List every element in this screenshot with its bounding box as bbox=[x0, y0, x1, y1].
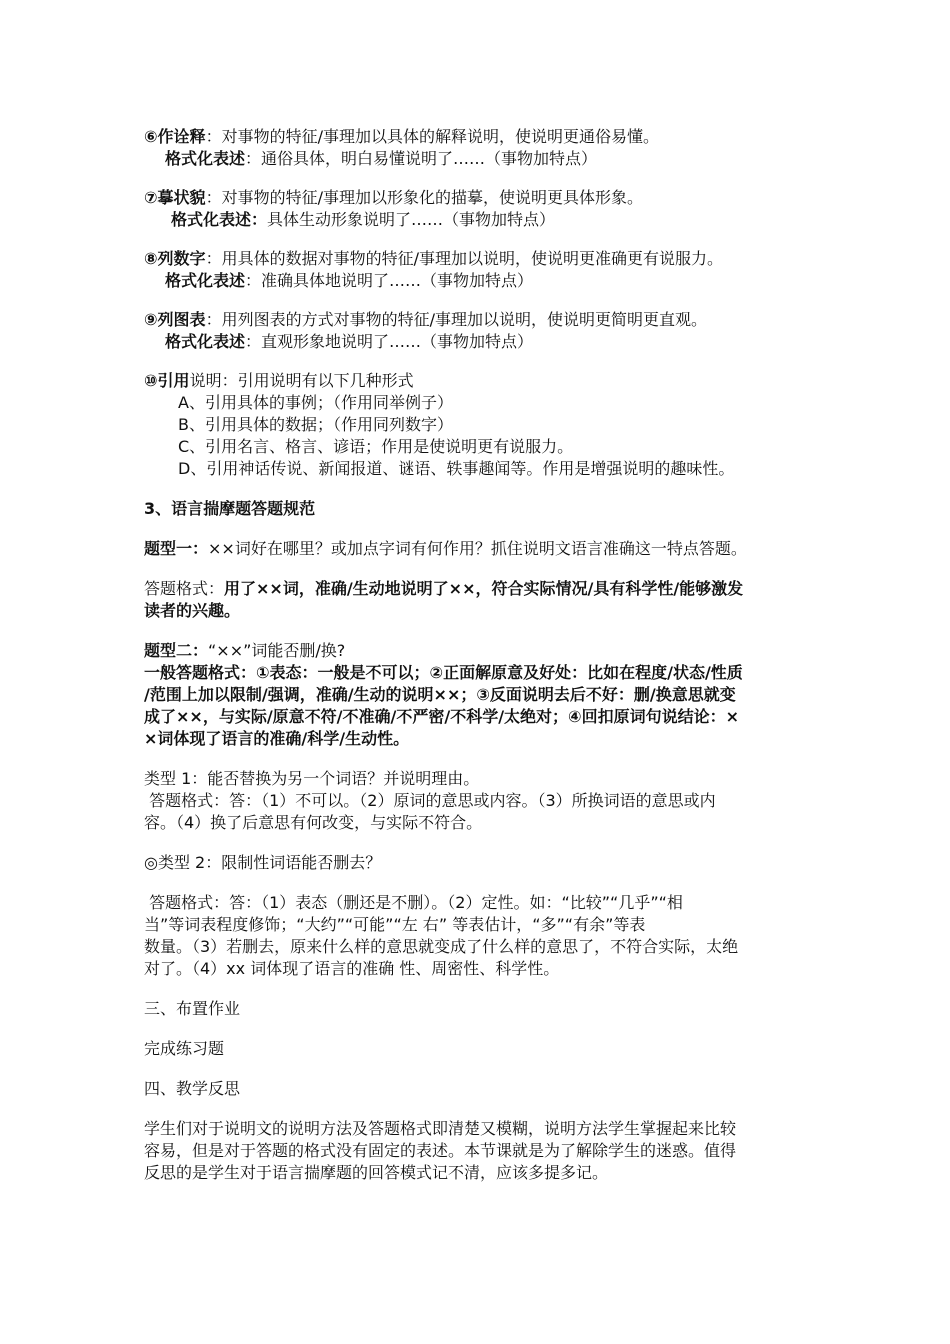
method-9-format-text: ：直观形象地说明了……（事物加特点） bbox=[245, 332, 534, 351]
answer-format-line-1 bbox=[144, 578, 810, 600]
kind-2-line: 答题格式：答：（1）表态（删还是不删）。（2）定性。如：“比较”“几乎”“相 bbox=[144, 893, 683, 912]
method-8-num: ⑧ bbox=[144, 249, 158, 268]
general-format-line: ×词体现了语言的准确/科学/生动性。 bbox=[144, 729, 410, 748]
question-type-2-text: “××”词能否删/换? bbox=[208, 641, 346, 660]
homework-text: 完成练习题 bbox=[144, 1039, 225, 1058]
method-7-num: ⑦ bbox=[144, 188, 158, 207]
quote-item: D、引用神话传说、新闻报道、谜语、轶事趣闻等。作用是增强说明的趣味性。 bbox=[178, 459, 735, 478]
general-format-line: /范围上加以限制/强调，准确/生动的说明××；③反面说明去后不好：删/换意思就变 bbox=[144, 685, 736, 704]
method-6-format-text: ：通俗具体，明白易懂说明了……（事物加特点） bbox=[245, 149, 598, 168]
method-6-format-label: 格式化表述 bbox=[165, 149, 246, 168]
method-10-num: ⑩ bbox=[144, 371, 158, 390]
kind-1-line: 容。（4）换了后意思有何改变，与实际不符合。 bbox=[144, 813, 483, 832]
method-9-num: ⑨ bbox=[144, 310, 158, 329]
method-6-name: 作诠释 bbox=[157, 127, 206, 146]
question-type-1-text: ××词好在哪里？或加点字词有何作用？抓住说明文语言准确这一特点答题。 bbox=[208, 539, 747, 558]
kind-1-title: 类型 1：能否替换为另一个词语？并说明理由。 bbox=[144, 769, 480, 788]
kind-1-line: 答题格式：答：（1）不可以。（2）原词的意思或内容。（3）所换词语的意思或内 bbox=[144, 791, 716, 810]
kind-2-line: 对了。（4）xx 词体现了语言的准确 性、周密性、科学性。 bbox=[144, 959, 560, 978]
kind-2-line: 当”等词表程度修饰；“大约”“可能”“左 右” 等表估计，“多”“有余”等表 bbox=[144, 915, 646, 934]
section-heading-homework: 三、布置作业 bbox=[144, 999, 241, 1018]
method-7-format-label: 格式化表述： bbox=[171, 210, 268, 229]
document-body bbox=[144, 126, 810, 1184]
question-type-2 bbox=[144, 640, 810, 662]
method-6-line bbox=[144, 126, 810, 148]
method-7-line bbox=[144, 187, 810, 209]
question-type-1 bbox=[144, 538, 810, 560]
method-8-line bbox=[144, 248, 810, 270]
method-9-format-label: 格式化表述 bbox=[165, 332, 246, 351]
reflection-line: 反思的是学生对于语言揣摩题的回答模式记不清，应该多提多记。 bbox=[144, 1163, 609, 1182]
method-6-desc: ：对事物的特征/事理加以具体的解释说明，使说明更通俗易懂。 bbox=[205, 127, 659, 146]
method-9-name: 列图表 bbox=[157, 310, 206, 329]
quote-item: C、引用名言、格言、谚语；作用是使说明更有说服力。 bbox=[178, 437, 574, 456]
answer-format-label: 答题格式： bbox=[144, 579, 225, 598]
method-9-desc: ：用列图表的方式对事物的特征/事理加以说明，使说明更简明更直观。 bbox=[205, 310, 707, 329]
quote-item: A、引用具体的事例；（作用同举例子） bbox=[178, 393, 453, 412]
question-type-1-label: 题型一： bbox=[144, 539, 209, 558]
method-10-line bbox=[144, 370, 810, 392]
method-6-format-line bbox=[144, 148, 810, 170]
question-type-2-label: 题型二： bbox=[144, 641, 209, 660]
answer-format-line-2: 读者的兴趣。 bbox=[144, 601, 241, 620]
method-8-format-text: ：准确具体地说明了……（事物加特点） bbox=[245, 271, 534, 290]
method-10-name: 引用 bbox=[157, 371, 190, 390]
section-heading-3: 3、语言揣摩题答题规范 bbox=[144, 499, 316, 518]
section-heading-reflection: 四、教学反思 bbox=[144, 1079, 241, 1098]
reflection-line: 学生们对于说明文的说明方法及答题格式即清楚又模糊，说明方法学生掌握起来比较 bbox=[144, 1119, 737, 1138]
kind-2-title: ◎类型 2：限制性词语能否删去？ bbox=[144, 853, 382, 872]
method-6-num: ⑥ bbox=[144, 127, 158, 146]
method-9-format-line bbox=[144, 331, 810, 353]
method-8-format-label: 格式化表述 bbox=[165, 271, 246, 290]
method-7-format-line bbox=[144, 209, 810, 231]
quote-item: B、引用具体的数据；（作用同列数字） bbox=[178, 415, 453, 434]
method-7-format-text: 具体生动形象说明了……（事物加特点） bbox=[267, 210, 556, 229]
general-format-line: 成了××，与实际/原意不符/不准确/不严密/不科学/太绝对；④回扣原词句说结论：× bbox=[144, 707, 739, 726]
reflection-line: 容易，但是对于答题的格式没有固定的表述。本节课就是为了解除学生的迷惑。值得 bbox=[144, 1141, 737, 1160]
method-8-format-line bbox=[144, 270, 810, 292]
method-9-line bbox=[144, 309, 810, 331]
method-7-name: 摹状貌 bbox=[157, 188, 206, 207]
answer-format-bold-1: 用了××词，准确/生动地说明了××，符合实际情况/具有科学性/能够激发 bbox=[224, 579, 744, 598]
kind-2-line: 数量。（3）若删去，原来什么样的意思就变成了什么样的意思了，不符合实际，太绝 bbox=[144, 937, 739, 956]
method-8-desc: ：用具体的数据对事物的特征/事理加以说明，使说明更准确更有说服力。 bbox=[205, 249, 723, 268]
general-format-line: 一般答题格式：①表态：一般是不可以；②正面解原意及好处：比如在程度/状态/性质 bbox=[144, 663, 743, 682]
method-8-name: 列数字 bbox=[157, 249, 206, 268]
method-10-desc: 说明：引用说明有以下几种形式 bbox=[189, 371, 414, 390]
method-7-desc: ：对事物的特征/事理加以形象化的描摹，使说明更具体形象。 bbox=[205, 188, 643, 207]
